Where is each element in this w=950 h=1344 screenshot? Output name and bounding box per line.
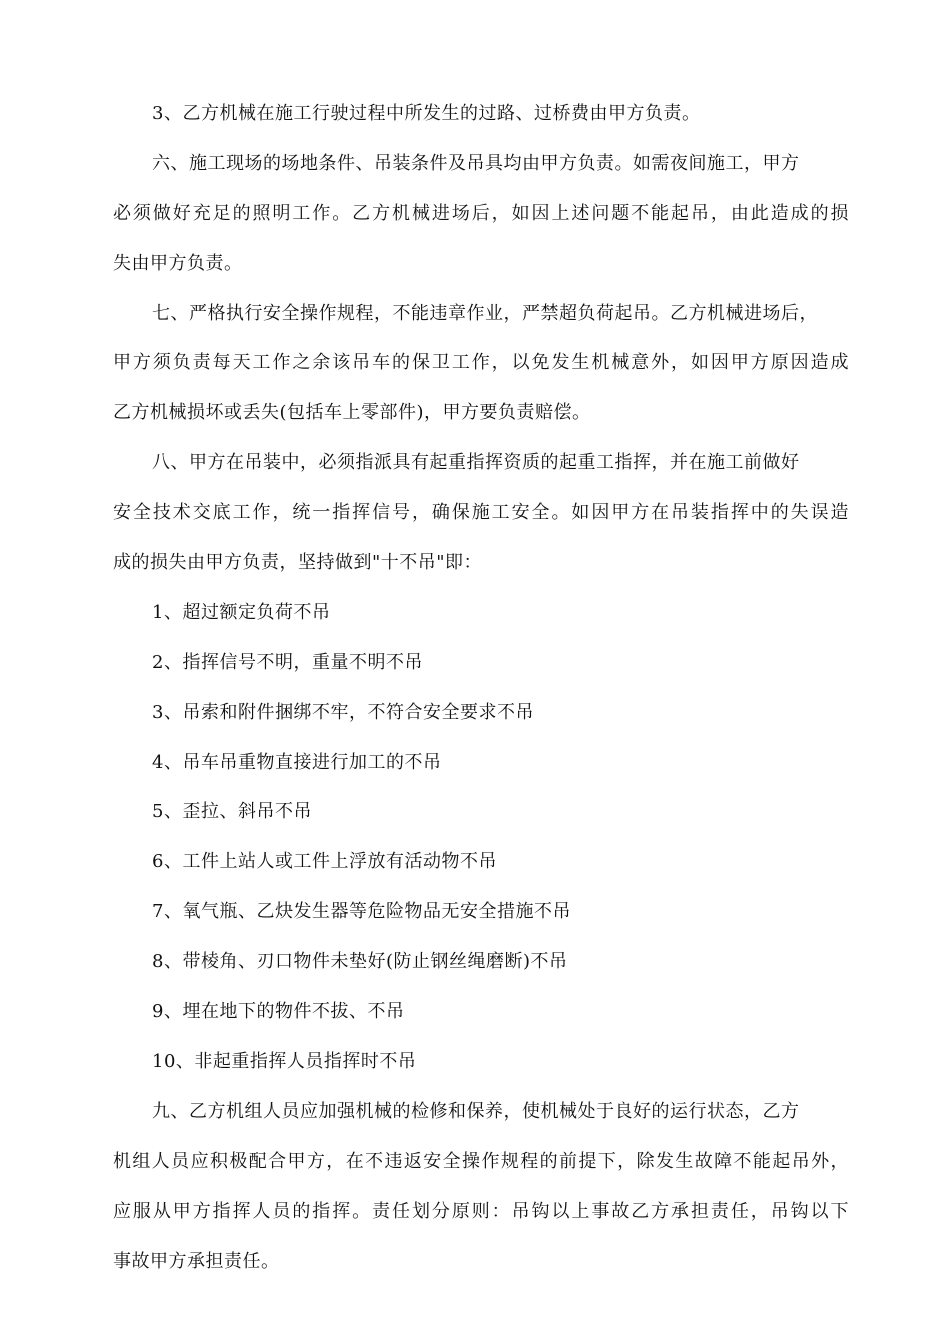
list-item: 8、带棱角、刃口物件未垫好(防止钢丝绳磨断)不吊 [152, 951, 568, 972]
list-item: 10、非起重指挥人员指挥时不吊 [152, 1051, 417, 1072]
section-8-line-2: 安全技术交底工作，统一指挥信号，确保施工安全。如因甲方在吊装指挥中的失误造 [113, 502, 849, 523]
list-item: 4、吊车吊重物直接进行加工的不吊 [152, 752, 442, 773]
list-item: 5、歪拉、斜吊不吊 [152, 801, 312, 822]
section-6-line-2: 必须做好充足的照明工作。乙方机械进场后，如因上述问题不能起吊，由此造成的损 [113, 203, 849, 224]
section-8-line-1: 八、甲方在吊装中，必须指派具有起重指挥资质的起重工指挥，并在施工前做好 [152, 452, 800, 473]
section-6-line-1: 六、施工现场的场地条件、吊装条件及吊具均由甲方负责。如需夜间施工，甲方 [152, 153, 800, 174]
section-9-line-4: 事故甲方承担责任。 [113, 1251, 280, 1272]
section-9-line-2: 机组人员应积极配合甲方，在不违返安全操作规程的前提下，除发生故障不能起吊外， [113, 1151, 849, 1172]
list-item: 9、埋在地下的物件不拔、不吊 [152, 1001, 405, 1022]
paragraph-line: 3、乙方机械在施工行驶过程中所发生的过路、过桥费由甲方负责。 [152, 103, 701, 124]
section-7-line-1: 七、严格执行安全操作规程，不能违章作业，严禁超负荷起吊。乙方机械进场后， [152, 303, 818, 324]
section-7-line-2: 甲方须负责每天工作之余该吊车的保卫工作，以免发生机械意外，如因甲方原因造成 [113, 352, 849, 373]
list-item: 7、氧气瓶、乙炔发生器等危险物品无安全措施不吊 [152, 901, 571, 922]
list-item: 6、工件上站人或工件上浮放有活动物不吊 [152, 851, 497, 872]
section-9-line-3: 应服从甲方指挥人员的指挥。责任划分原则：吊钩以上事故乙方承担责任，吊钩以下 [113, 1201, 849, 1222]
list-item: 2、指挥信号不明，重量不明不吊 [152, 652, 423, 673]
section-8-line-3: 成的损失由甲方负责，坚持做到"十不吊"即： [113, 552, 483, 573]
section-9-line-1: 九、乙方机组人员应加强机械的检修和保养，使机械处于良好的运行状态，乙方 [152, 1101, 800, 1122]
section-7-line-3: 乙方机械损坏或丢失(包括车上零部件)，甲方要负责赔偿。 [113, 402, 591, 423]
list-item: 3、吊索和附件捆绑不牢，不符合安全要求不吊 [152, 702, 534, 723]
section-6-line-3: 失由甲方负责。 [113, 253, 243, 274]
list-item: 1、超过额定负荷不吊 [152, 602, 331, 623]
